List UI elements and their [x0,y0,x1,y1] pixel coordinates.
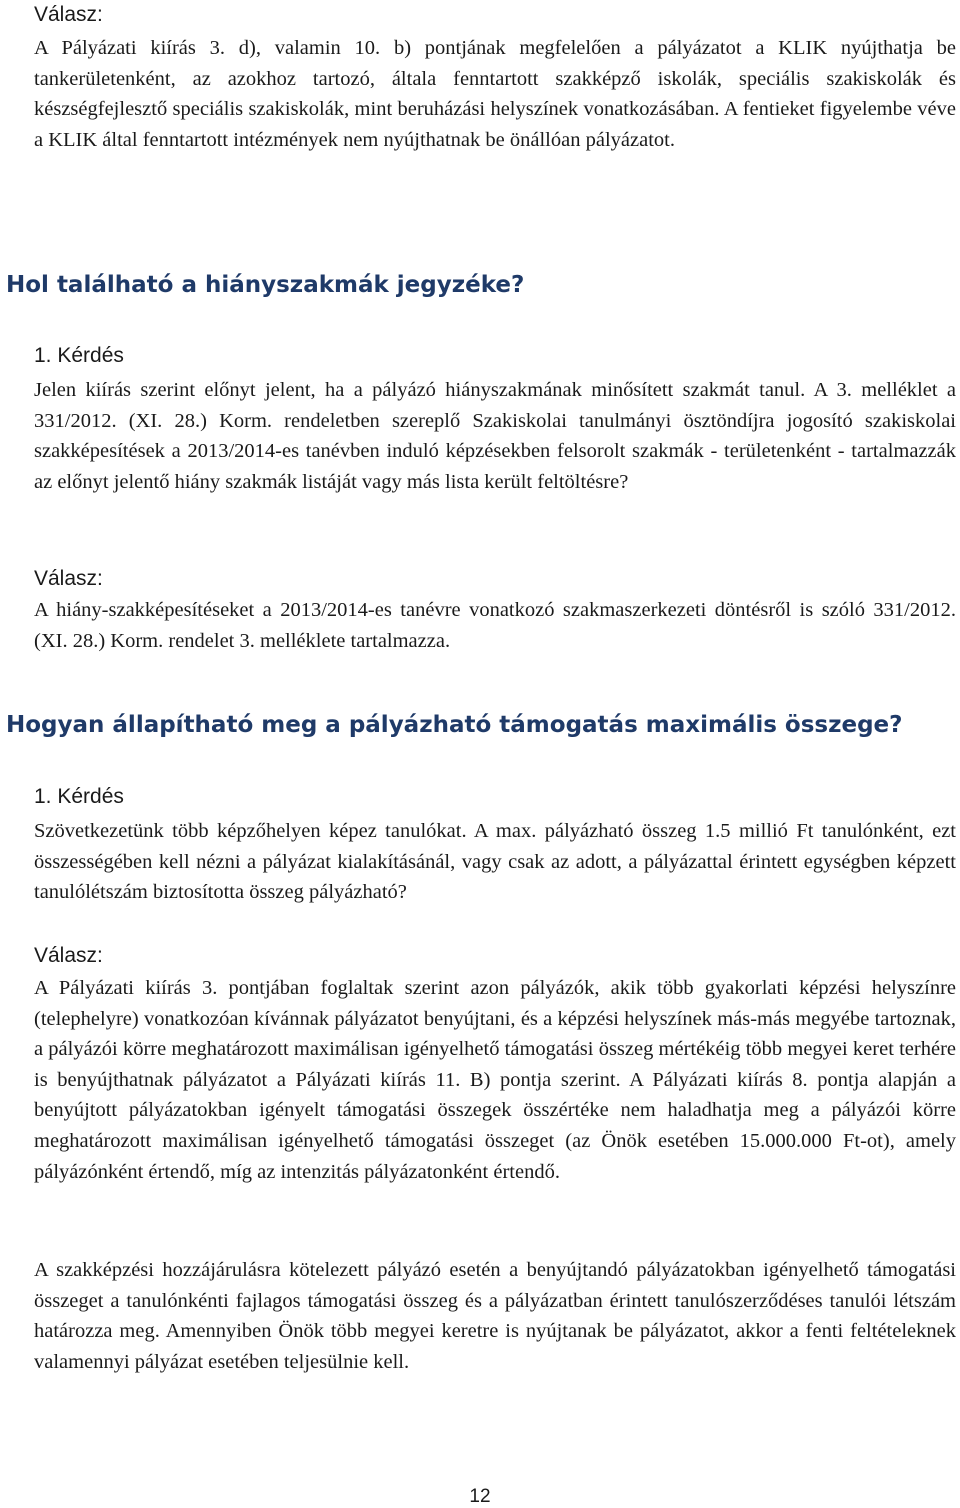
answer-label: Válasz: [34,944,103,967]
answer-paragraph: A szakképzési hozzájárulásra kötelezett pályázó esetén a benyújtandó pályázatokban igényelhető támogatási összeget a tanulónkénti fajlagos támogatási összeg és a pályázatban érintett tanulószerződéses tanulói létszám határozza meg. Amennyiben Önök több megyei keretre is nyújtanak be pályázatot, akkor a fenti feltételeknek valamennyi pályázat esetében teljesülnie kell. [34,1259,956,1373]
page-number: 12 [469,1486,491,1507]
answer-label: Válasz: [34,3,103,26]
section-heading: Hol található a hiányszakmák jegyzéke? [6,272,525,298]
question-label: 1. Kérdés [34,785,124,808]
section-heading: Hogyan állapítható meg a pályázható támogatás maximális összege? [6,712,903,738]
question-label: 1. Kérdés [34,344,124,367]
answer-text: A hiány-szakképesítéseket a 2013/2014-es tanévre vonatkozó szakmaszerkezeti döntésről is szóló 331/2012. (XI. 28.) Korm. rendelet 3. melléklete tartalmazza. [34,599,956,652]
question-text: Szövetkezetünk több képzőhelyen képez tanulókat. A max. pályázható összeg 1.5 millió Ft tanulónként, ezt összességében kell nézni a pályázat kialakításánál, vagy csak az adott, a pályázattal érintett egységben képzett tanulólétszám biztosította összeg pályázható? [34,820,956,904]
answer-paragraph: A Pályázati kiírás 3. pontjában foglaltak szerint azon pályázók, akik több gyakorlati képzési helyszínre (telephelyre) vonatkozóan kívánnak pályázatot benyújtani, és a képzési helyszínek más-más megyébe tartoznak, a pályázói körre meghatározott maximálisan igényelhető támogatási összeg mértékéig több megyei keret terhére is benyújthatnak pályázatot a Pályázati kiírás 11. B) pontja szerint. A Pályázati kiírás 8. pontja alapján a benyújtott pályázatokban igényelt támogatási összegek összértéke nem haladhatja meg a pályázói körre meghatározott maximálisan igényelhető támogatási összeget (az Önök esetében 15.000.000 Ft-ot), amely pályázónként értendő, míg az intenzitás pályázatonként értendő. [34,977,956,1183]
answer-text: A Pályázati kiírás 3. d), valamin 10. b) pontjának megfelelően a pályázatot a KLIK nyújthatja be tankerületenként, az azokhoz tartozó, általa fenntartott szakképző iskolák, speciális szakiskolák és készségfejlesztő speciális szakiskolák, mint beruházási helyszínek vonatkozásában. A fentieket figyelembe véve a KLIK által fenntartott intézmények nem nyújthatnak be önállóan pályázatot. [34,37,956,151]
question-text: Jelen kiírás szerint előnyt jelent, ha a pályázó hiányszakmának minősített szakmát tanul. A 3. melléklet a 331/2012. (XI. 28.) Korm. rendeletben szereplő Szakiskolai tanulmányi ösztöndíjra jogosító szakiskolai szakképesítések a 2013/2014-es tanévben induló képzésekben felsorolt szakmák - területenként - tartalmazzák az előnyt jelentő hiány szakmák listáját vagy más lista került feltöltésre? [34,379,956,493]
answer-label: Válasz: [34,567,103,590]
